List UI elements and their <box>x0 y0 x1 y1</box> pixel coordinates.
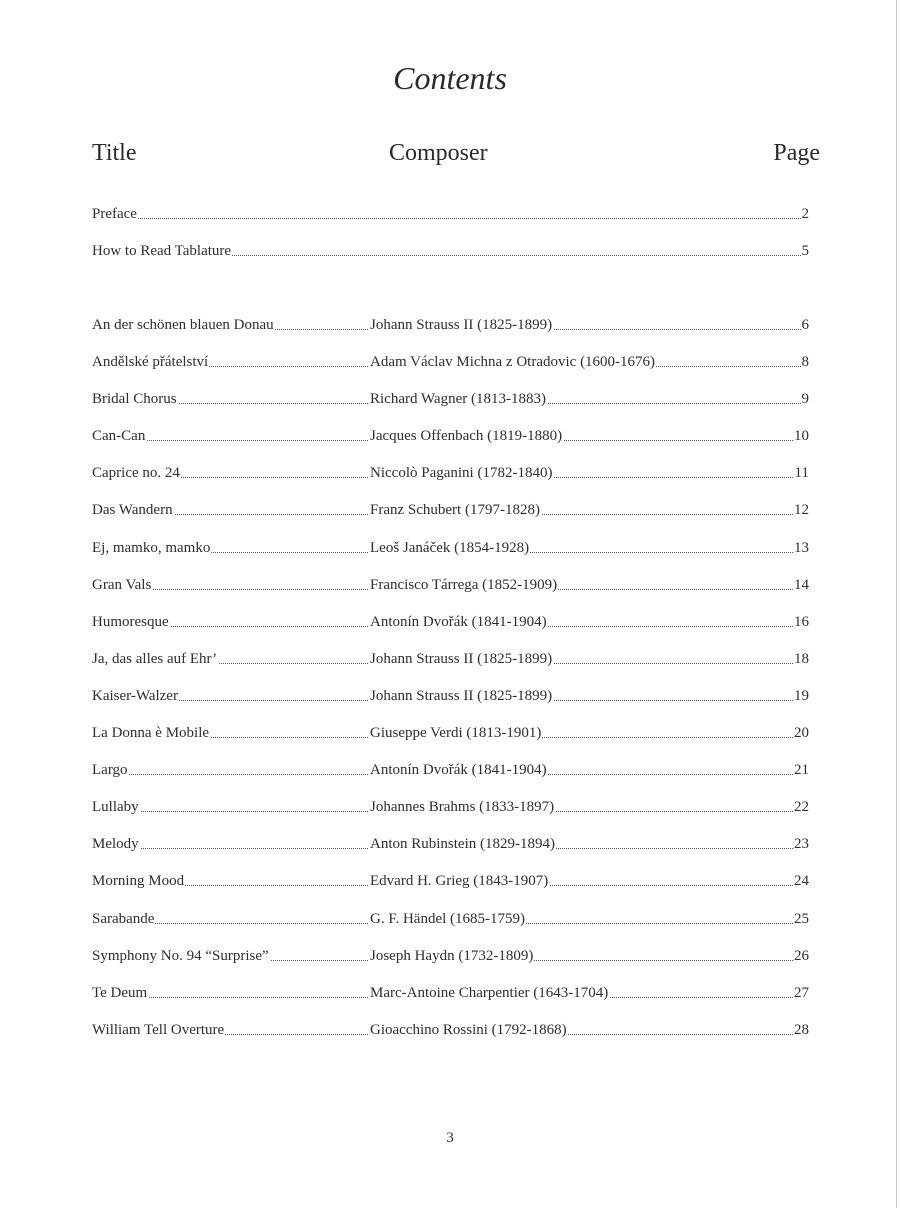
entry-page: 8 <box>801 354 809 371</box>
entry-title: An der schönen blauen Donau <box>92 317 274 333</box>
entry-composer: G. F. Händel (1685-1759) <box>370 910 526 927</box>
entry-composer: Antonín Dvořák (1841-1904) <box>370 762 547 779</box>
entry-composer: Adam Václav Michna z Otradovic (1600-1676) <box>370 354 656 371</box>
contents-entry-row[interactable] <box>92 909 809 946</box>
front-matter-row[interactable] <box>92 204 809 241</box>
entry-title: Lullaby <box>92 799 139 816</box>
entry-title: Kaiser-Walzer <box>92 687 178 704</box>
entry-title: Humoresque <box>92 613 169 630</box>
entry-composer: Jacques Offenbach (1819-1880) <box>370 428 563 445</box>
entry-page: 23 <box>794 836 809 853</box>
contents-entry-row[interactable] <box>92 352 809 389</box>
contents-entry-row[interactable] <box>92 686 809 723</box>
entry-composer: Francisco Tárrega (1852-1909) <box>370 576 558 593</box>
column-header-page: Page <box>773 140 820 166</box>
page-number: 3 <box>446 1130 454 1146</box>
entry-title: Melody <box>92 836 139 853</box>
entry-title: Ej, mamko, mamko <box>92 539 211 556</box>
column-headers <box>92 140 820 172</box>
entry-title: Largo <box>92 762 128 779</box>
column-header-title: Title <box>92 140 137 166</box>
contents-entry-row[interactable] <box>92 723 809 760</box>
entry-title: La Donna è Mobile <box>92 725 210 742</box>
contents-entry-row[interactable] <box>92 797 809 834</box>
entry-page: 14 <box>794 576 809 593</box>
contents-entry-row[interactable] <box>92 538 809 575</box>
entry-title: Can-Can <box>92 428 146 445</box>
entry-page: 16 <box>794 613 809 630</box>
entry-page: 22 <box>794 799 809 816</box>
entry-composer: Niccolò Paganini (1782-1840) <box>370 465 553 482</box>
entry-page: 11 <box>794 465 809 482</box>
contents-entry-row[interactable] <box>92 426 809 463</box>
entry-page: 18 <box>794 650 809 667</box>
entry-page: 10 <box>794 428 809 445</box>
entry-page: 5 <box>801 243 809 260</box>
entry-page: 20 <box>794 725 809 742</box>
entry-composer: Giuseppe Verdi (1813-1901) <box>370 725 542 742</box>
entry-title: Morning Mood <box>92 873 185 890</box>
entry-composer: Johannes Brahms (1833-1897) <box>370 799 555 816</box>
entry-title: Das Wandern <box>92 502 173 519</box>
entry-page: 6 <box>801 317 809 333</box>
entry-page: 12 <box>794 502 809 519</box>
entry-title: Andělské přátelství <box>92 354 209 371</box>
entry-composer: Marc-Antoine Charpentier (1643-1704) <box>370 984 609 1001</box>
contents-entry-row[interactable] <box>92 946 809 983</box>
entry-title: Ja, das alles auf Ehr’ <box>92 650 218 667</box>
contents-entry-row[interactable] <box>92 871 809 908</box>
entry-title: Caprice no. 24 <box>92 465 180 482</box>
entry-composer: Antonín Dvořák (1841-1904) <box>370 613 547 630</box>
entry-title: William Tell Overture <box>92 1021 225 1038</box>
entry-page: 21 <box>794 762 809 779</box>
entry-composer: Edvard H. Grieg (1843-1907) <box>370 873 549 890</box>
entry-composer: Joseph Haydn (1732-1809) <box>370 947 534 964</box>
entry-title: Gran Vals <box>92 576 152 593</box>
contents-entry-row[interactable] <box>92 575 809 612</box>
entry-composer: Johann Strauss II (1825-1899) <box>370 317 553 333</box>
contents-entry-row[interactable] <box>92 760 809 797</box>
page-title: Contents <box>393 60 507 96</box>
entry-page: 28 <box>794 1021 809 1038</box>
contents-entry-row[interactable] <box>92 983 809 1020</box>
contents-entry-row[interactable] <box>92 315 809 352</box>
entry-composer: Johann Strauss II (1825-1899) <box>370 687 553 704</box>
contents-entry-row[interactable] <box>92 1020 809 1057</box>
entry-page: 13 <box>794 539 809 556</box>
contents-entry-row[interactable] <box>92 834 809 871</box>
entry-page: 24 <box>794 873 809 890</box>
entry-composer: Richard Wagner (1813-1883) <box>370 391 546 408</box>
entry-composer: Franz Schubert (1797-1828) <box>370 502 540 519</box>
entry-title: Preface <box>92 206 137 222</box>
entry-composer: Leoš Janáček (1854-1928) <box>370 539 530 556</box>
entry-title: Te Deum <box>92 984 148 1001</box>
contents-entry-row[interactable] <box>92 649 809 686</box>
entry-page: 25 <box>794 910 809 927</box>
entry-title: How to Read Tablature <box>92 243 232 260</box>
entry-page: 19 <box>794 687 809 704</box>
column-header-composer: Composer <box>389 140 488 166</box>
entry-page: 26 <box>794 947 809 964</box>
contents-entry-row[interactable] <box>92 500 809 537</box>
dot-leader <box>92 218 809 219</box>
entry-composer: Johann Strauss II (1825-1899) <box>370 650 553 667</box>
contents-entry-row[interactable] <box>92 389 809 426</box>
entry-title: Symphony No. 94 “Surprise” <box>92 947 269 964</box>
page-edge <box>896 0 897 1208</box>
entry-page: 2 <box>801 206 809 222</box>
entry-page: 27 <box>794 984 809 1001</box>
dot-leader <box>92 774 368 775</box>
entry-composer: Gioacchino Rossini (1792-1868) <box>370 1021 567 1038</box>
front-matter-list <box>92 204 809 278</box>
contents-entry-row[interactable] <box>92 612 809 649</box>
entry-title: Bridal Chorus <box>92 391 177 408</box>
entry-title: Sarabande <box>92 910 155 927</box>
entry-composer: Anton Rubinstein (1829-1894) <box>370 836 555 853</box>
contents-list <box>92 315 809 1057</box>
contents-entry-row[interactable] <box>92 463 809 500</box>
front-matter-row[interactable] <box>92 241 809 278</box>
entry-page: 9 <box>801 391 809 408</box>
